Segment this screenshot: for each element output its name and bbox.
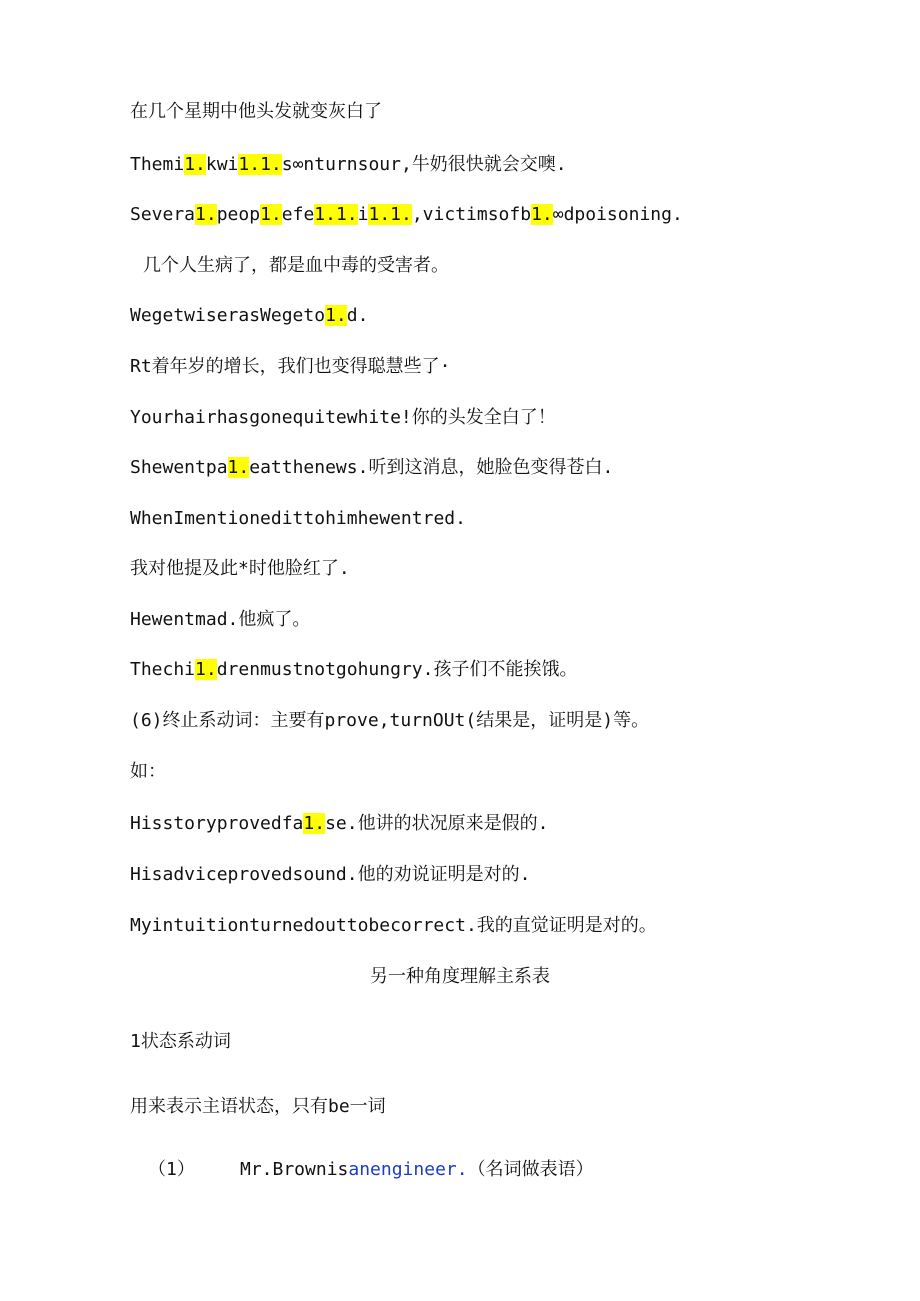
text-line: 如： (130, 761, 166, 782)
text-line: Hewentmad.他疯了。 (130, 609, 311, 630)
text-line: Myintuitionturnedouttobecorrect.我的直觉证明是对的。 (130, 915, 657, 936)
highlight: 1.1. (368, 204, 412, 225)
text-line: Severa1.peop1.efe1.1.i1.1.,victimsofb1.∞dpoisoning. (130, 204, 683, 225)
highlight: 1. (227, 457, 250, 478)
highlight: 1. (303, 813, 326, 834)
highlight: 1. (531, 204, 553, 225)
text-line: 在几个星期中他头发就变灰白了 (130, 101, 382, 122)
example-number: （1） (148, 1159, 195, 1180)
highlight: 1. (260, 204, 282, 225)
example-line: （1） Mr.Brownisanengineer.（名词做表语） (148, 1157, 594, 1183)
highlight: 1. (195, 204, 217, 225)
text-line: Shewentpa1.eatthenews.听到这消息，她脸色变得苍白. (130, 457, 614, 478)
text-line: Hisadviceprovedsound.他的劝说证明是对的. (130, 864, 531, 885)
text-line: WhenImentionedittohimhewentred. (130, 508, 466, 529)
text-line: 用来表示主语状态，只有be一词 (130, 1096, 386, 1117)
text-line: Rt着年岁的增长，我们也变得聪慧些了· (130, 356, 451, 377)
highlight: 1.1. (314, 204, 358, 225)
highlight: 1. (325, 305, 347, 326)
text-line: Hisstoryprovedfa1.se.他讲的状况原来是假的. (130, 813, 549, 834)
text-line: Themi1.kwi1.1.s∞nturnsour,牛奶很快就会交噢. (130, 154, 567, 175)
text-line: WegetwiserasWegeto1.d. (130, 305, 369, 326)
text-line: 我对他提及此*时他脸红了. (130, 558, 350, 579)
text-line: 几个人生病了，都是血中毒的受害者。 (143, 255, 449, 276)
highlight: 1. (184, 154, 206, 175)
blue-text: anengineer. (348, 1159, 468, 1180)
text-line: (6)终止系动词：主要有prove,turnOUt(结果是，证明是)等。 (130, 710, 650, 731)
text-line: Yourhairhasgonequitewhite!你的头发全白了！ (130, 407, 556, 428)
section-heading: 另一种角度理解主系表 (370, 966, 550, 987)
highlight: 1. (195, 659, 217, 680)
text-line: Thechi1.drenmustnotgohungry.孩子们不能挨饿。 (130, 659, 578, 680)
highlight: 1.1. (238, 154, 282, 175)
subheading: 1状态系动词 (130, 1031, 231, 1052)
